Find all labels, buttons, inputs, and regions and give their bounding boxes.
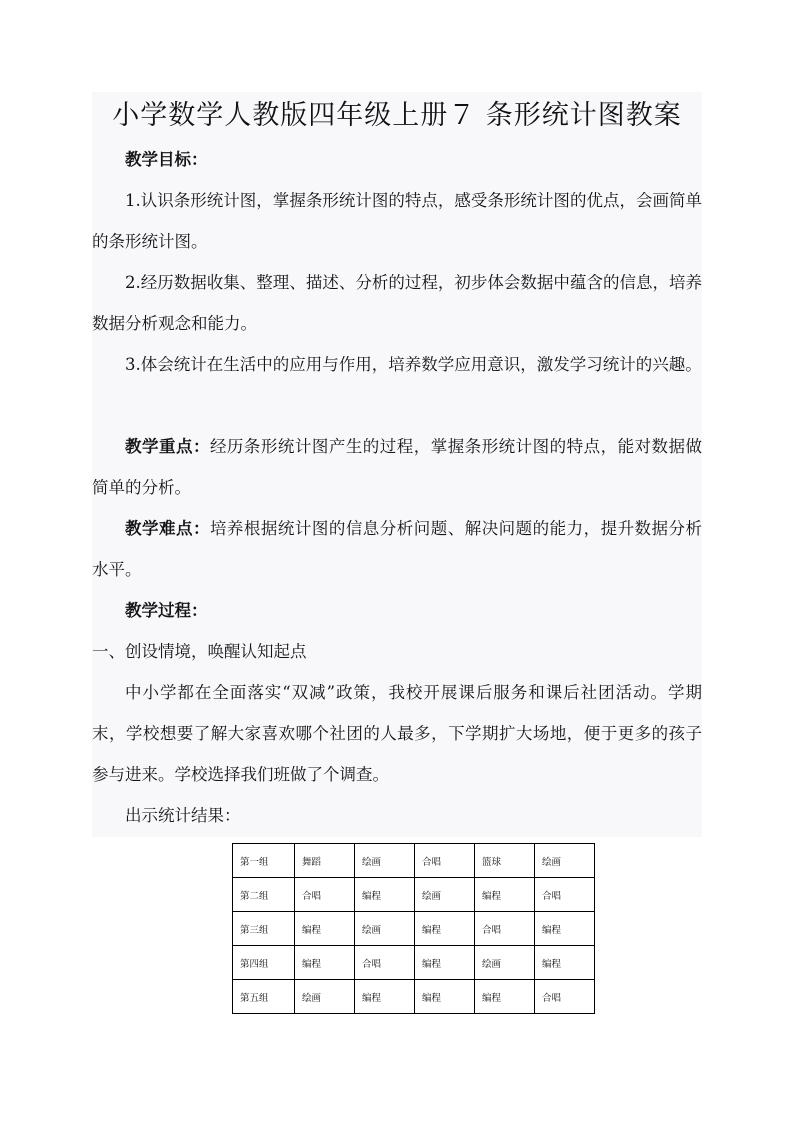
table-row: [233, 878, 595, 912]
intro-paragraph: 中小学都在全面落实“双减”政策，我校开展课后服务和课后社团活动。学期末，学校想要了解大家喜欢哪个社团的人最多，下学期扩大场地，便于更多的孩子参与进来。学校选择我们班做了个调查。: [92, 683, 702, 784]
table-cell: 篮球: [475, 844, 535, 878]
key-points-text: 经历条形统计图产生的过程，掌握条形统计图的特点，能对数据做简单的分析。: [92, 437, 703, 497]
table-cell: 合唱: [535, 980, 595, 1014]
objectives-heading: 教学目标：: [125, 150, 208, 169]
table-cell: 合唱: [415, 844, 475, 878]
table-cell: 编程: [475, 878, 535, 912]
table-cell: 编程: [535, 912, 595, 946]
difficult-points-label: 教学难点：: [125, 519, 210, 538]
survey-results-table: [232, 843, 595, 1014]
table-row: [233, 844, 595, 878]
table-cell: 舞蹈: [295, 844, 355, 878]
objective-1: 1.认识条形统计图，掌握条形统计图的特点，感受条形统计图的优点，会画简单的条形统计图。: [92, 191, 702, 251]
table-cell: 第四组: [233, 946, 295, 980]
table-cell: 编程: [475, 980, 535, 1014]
show-results-label: 出示统计结果：: [125, 806, 241, 825]
table-row: [233, 912, 595, 946]
table-cell: 合唱: [535, 878, 595, 912]
difficult-points-text: 培养根据统计图的信息分析问题、解决问题的能力，提升数据分析水平。: [92, 519, 703, 579]
table-cell: 绘画: [415, 878, 475, 912]
table-cell: 绘画: [535, 844, 595, 878]
difficult-points-paragraph: [92, 508, 702, 590]
section-one-heading: 一、创设情境，唤醒认知起点: [92, 642, 307, 661]
table-cell: 编程: [295, 912, 355, 946]
document-title: 小学数学人教版四年级上册７ 条形统计图教案: [112, 100, 682, 131]
table-cell: 绘画: [475, 946, 535, 980]
table-cell: 编程: [415, 912, 475, 946]
table-cell: 编程: [295, 946, 355, 980]
table-cell: 第一组: [233, 844, 295, 878]
table-cell: 编程: [355, 878, 415, 912]
table-cell: 合唱: [295, 878, 355, 912]
table-row: [233, 946, 595, 980]
table-cell: 绘画: [355, 844, 415, 878]
table-cell: 第三组: [233, 912, 295, 946]
table-cell: 合唱: [355, 946, 415, 980]
objective-2: 2.经历数据收集、整理、描述、分析的过程，初步体会数据中蕴含的信息，培养数据分析观念和能力。: [92, 273, 702, 333]
table-cell: 编程: [355, 980, 415, 1014]
process-heading: 教学过程：: [125, 601, 208, 620]
table-cell: 合唱: [475, 912, 535, 946]
table-row: [233, 980, 595, 1014]
table-cell: 绘画: [355, 912, 415, 946]
key-points-paragraph: [92, 426, 702, 508]
table-cell: 第二组: [233, 878, 295, 912]
table-cell: 编程: [535, 946, 595, 980]
key-points-label: 教学重点：: [125, 437, 210, 456]
table-cell: 第五组: [233, 980, 295, 1014]
objective-3: 3.体会统计在生活中的应用与作用，培养数学应用意识，激发学习统计的兴趣。: [125, 355, 702, 374]
table-cell: 编程: [415, 946, 475, 980]
table-cell: 编程: [415, 980, 475, 1014]
table-cell: 绘画: [295, 980, 355, 1014]
